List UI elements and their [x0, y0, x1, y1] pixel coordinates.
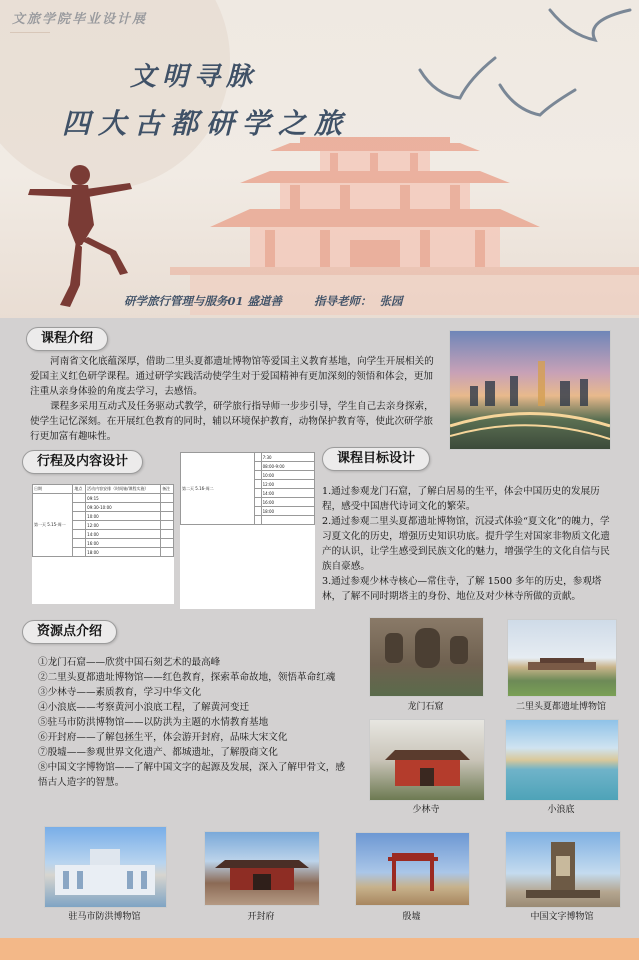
goal-item: 1.通过参观龙门石窟，了解白居易的生平，体会中国历史的发展历程，感受中国唐代诗词文化的繁荣。 — [322, 486, 600, 512]
schedule-time-cell: 14:00 — [86, 530, 161, 539]
schedule-table-2 — [180, 452, 315, 609]
hero-banner — [0, 0, 639, 318]
section-tag-goals: 课程目标设计 — [322, 447, 430, 471]
goals-list — [322, 484, 616, 604]
caption-xiaolangdi: 小浪底 — [547, 805, 575, 815]
schedule-header-cell: 备注 — [161, 485, 174, 494]
caption-erlitou: 二里头夏都遗址博物馆 — [515, 702, 606, 712]
kungfu-silhouette — [20, 155, 140, 315]
section-tag-itinerary: 行程及内容设计 — [22, 450, 143, 474]
photo-erlitou — [507, 619, 617, 697]
resource-item: ④小浪底——考察黄河小浪底工程，了解黄河变迁 — [38, 702, 250, 713]
caption-wenzi: 中国文字博物馆 — [530, 912, 594, 922]
resource-item: ⑥开封府——了解包拯生平，体会游开封府，品味大宋文化 — [38, 732, 288, 743]
schedule-time-cell: 08:00-9:00 — [261, 462, 314, 471]
schedule-time-cell: 09:30-10:00 — [86, 503, 161, 512]
schedule-time-cell: 18:00 — [86, 548, 161, 557]
caption-zhumadian: 驻马市防洪博物馆 — [68, 912, 141, 922]
course-intro-paragraph-2: 课程多采用互动式及任务驱动式教学，研学旅行指导师一步步引导，学生自己去亲身探索，使学生记忆深刻。在开展红色教育的同时，辅以环境保护教育，动物保护教育等，使此次研学旅行更加富有趣味性。 — [30, 401, 434, 442]
schedule-time-cell: 7:30 — [261, 453, 314, 462]
schedule-time-cell: 16:00 — [261, 498, 314, 507]
schedule-time-cell: 16:00 — [86, 539, 161, 548]
schedule-time-cell: 12:00 — [261, 480, 314, 489]
section-tag-resources: 资源点介绍 — [22, 620, 117, 644]
caption-shaolin: 少林寺 — [412, 805, 440, 815]
schedule-header-cell: 日期 — [33, 485, 73, 494]
goal-item: 3.通过参观少林寺核心—常住寺，了解 1500 多年的历史，参观塔林，了解不同时期塔主的身份、地位及对少林寺所做的贡献。 — [322, 576, 602, 602]
schedule-time-cell: 14:00 — [261, 489, 314, 498]
schedule-table-1 — [32, 484, 174, 604]
pagoda-illustration — [170, 135, 639, 315]
photo-kaifeng — [204, 831, 320, 906]
photo-xiaolangdi — [505, 719, 619, 801]
schedule-header-cell: 地点 — [73, 485, 86, 494]
schedule-day-cell: 第二天 5.16-周二 — [181, 453, 255, 525]
photo-shaolin — [369, 719, 485, 801]
schedule-time-cell: 10:00 — [86, 512, 161, 521]
title-line-2: 四大古都研学之旅 — [62, 107, 351, 140]
resource-item: ①龙门石窟——欣赏中国石刻艺术的最高峰 — [38, 657, 221, 668]
author-and-advisor: 研学旅行管理与服务01 盛道善 指导老师： 张园 — [124, 294, 403, 308]
resource-item: ⑦殷墟——参观世界文化遗产、都城遗址，了解殷商文化 — [38, 747, 278, 758]
photo-longmen — [369, 617, 484, 697]
resource-item: ⑤驻马市防洪博物馆——以防洪为主题的水情教育基地 — [38, 717, 269, 728]
schedule-time-cell: 09:15 — [86, 494, 161, 503]
footer-bar — [0, 938, 639, 960]
schedule-time-cell: 18:00 — [261, 507, 314, 516]
photo-yinxu — [355, 832, 470, 906]
caption-longmen: 龙门石窟 — [407, 702, 444, 712]
city-photo — [449, 330, 611, 450]
schedule-header-row — [33, 485, 174, 494]
resource-item: ②二里头夏都遗址博物馆——红色教育，探索革命故地，领悟革命红魂 — [38, 672, 336, 683]
photo-zhumadian — [44, 826, 167, 908]
resource-item: ③少林寺——素质教育，学习中华文化 — [38, 687, 202, 698]
photo-wenzi — [505, 831, 621, 908]
resources-list — [26, 655, 351, 790]
schedule-time-cell: 10:00 — [261, 471, 314, 480]
schedule-day-cell: 第一天 5.15-周一 — [33, 494, 73, 557]
course-intro-paragraph-1: 河南省文化底蕴深厚，借助二里头夏都遗址博物馆等爱国主义教育基地，向学生开展相关的爱国主义红色研学课程。通过研学实践活动使学生对于爱国精神有更加深刻的领悟和体会，更加注重从亲身体验的角度去学习，去感悟。 — [30, 356, 434, 397]
flying-birds-decoration — [400, 0, 639, 130]
section-tag-course-intro: 课程介绍 — [26, 327, 108, 351]
goal-item: 2.通过参观二里头夏都遗址博物馆，沉浸式体验“夏文化”的魄力，学习夏文化的历史，增强历史知识功底。提升学生对国家非物质文化遗产的认识，让学生感受到民族文化的魅力，增强学生的文化自信与民族自豪感。 — [322, 516, 610, 572]
schedule-header-cell: 活动内容安排（时间轴/课程实施） — [86, 485, 161, 494]
schedule-time-cell: 12:00 — [86, 521, 161, 530]
caption-yinxu: 殷墟 — [402, 912, 421, 922]
resource-item: ⑧中国文字博物馆——了解中国文字的起源及发展，深入了解甲骨文，感悟古人造字的智慧。 — [38, 762, 345, 788]
title-line-1: 文明寻脉 — [130, 62, 259, 92]
caption-kaifeng: 开封府 — [247, 912, 275, 922]
